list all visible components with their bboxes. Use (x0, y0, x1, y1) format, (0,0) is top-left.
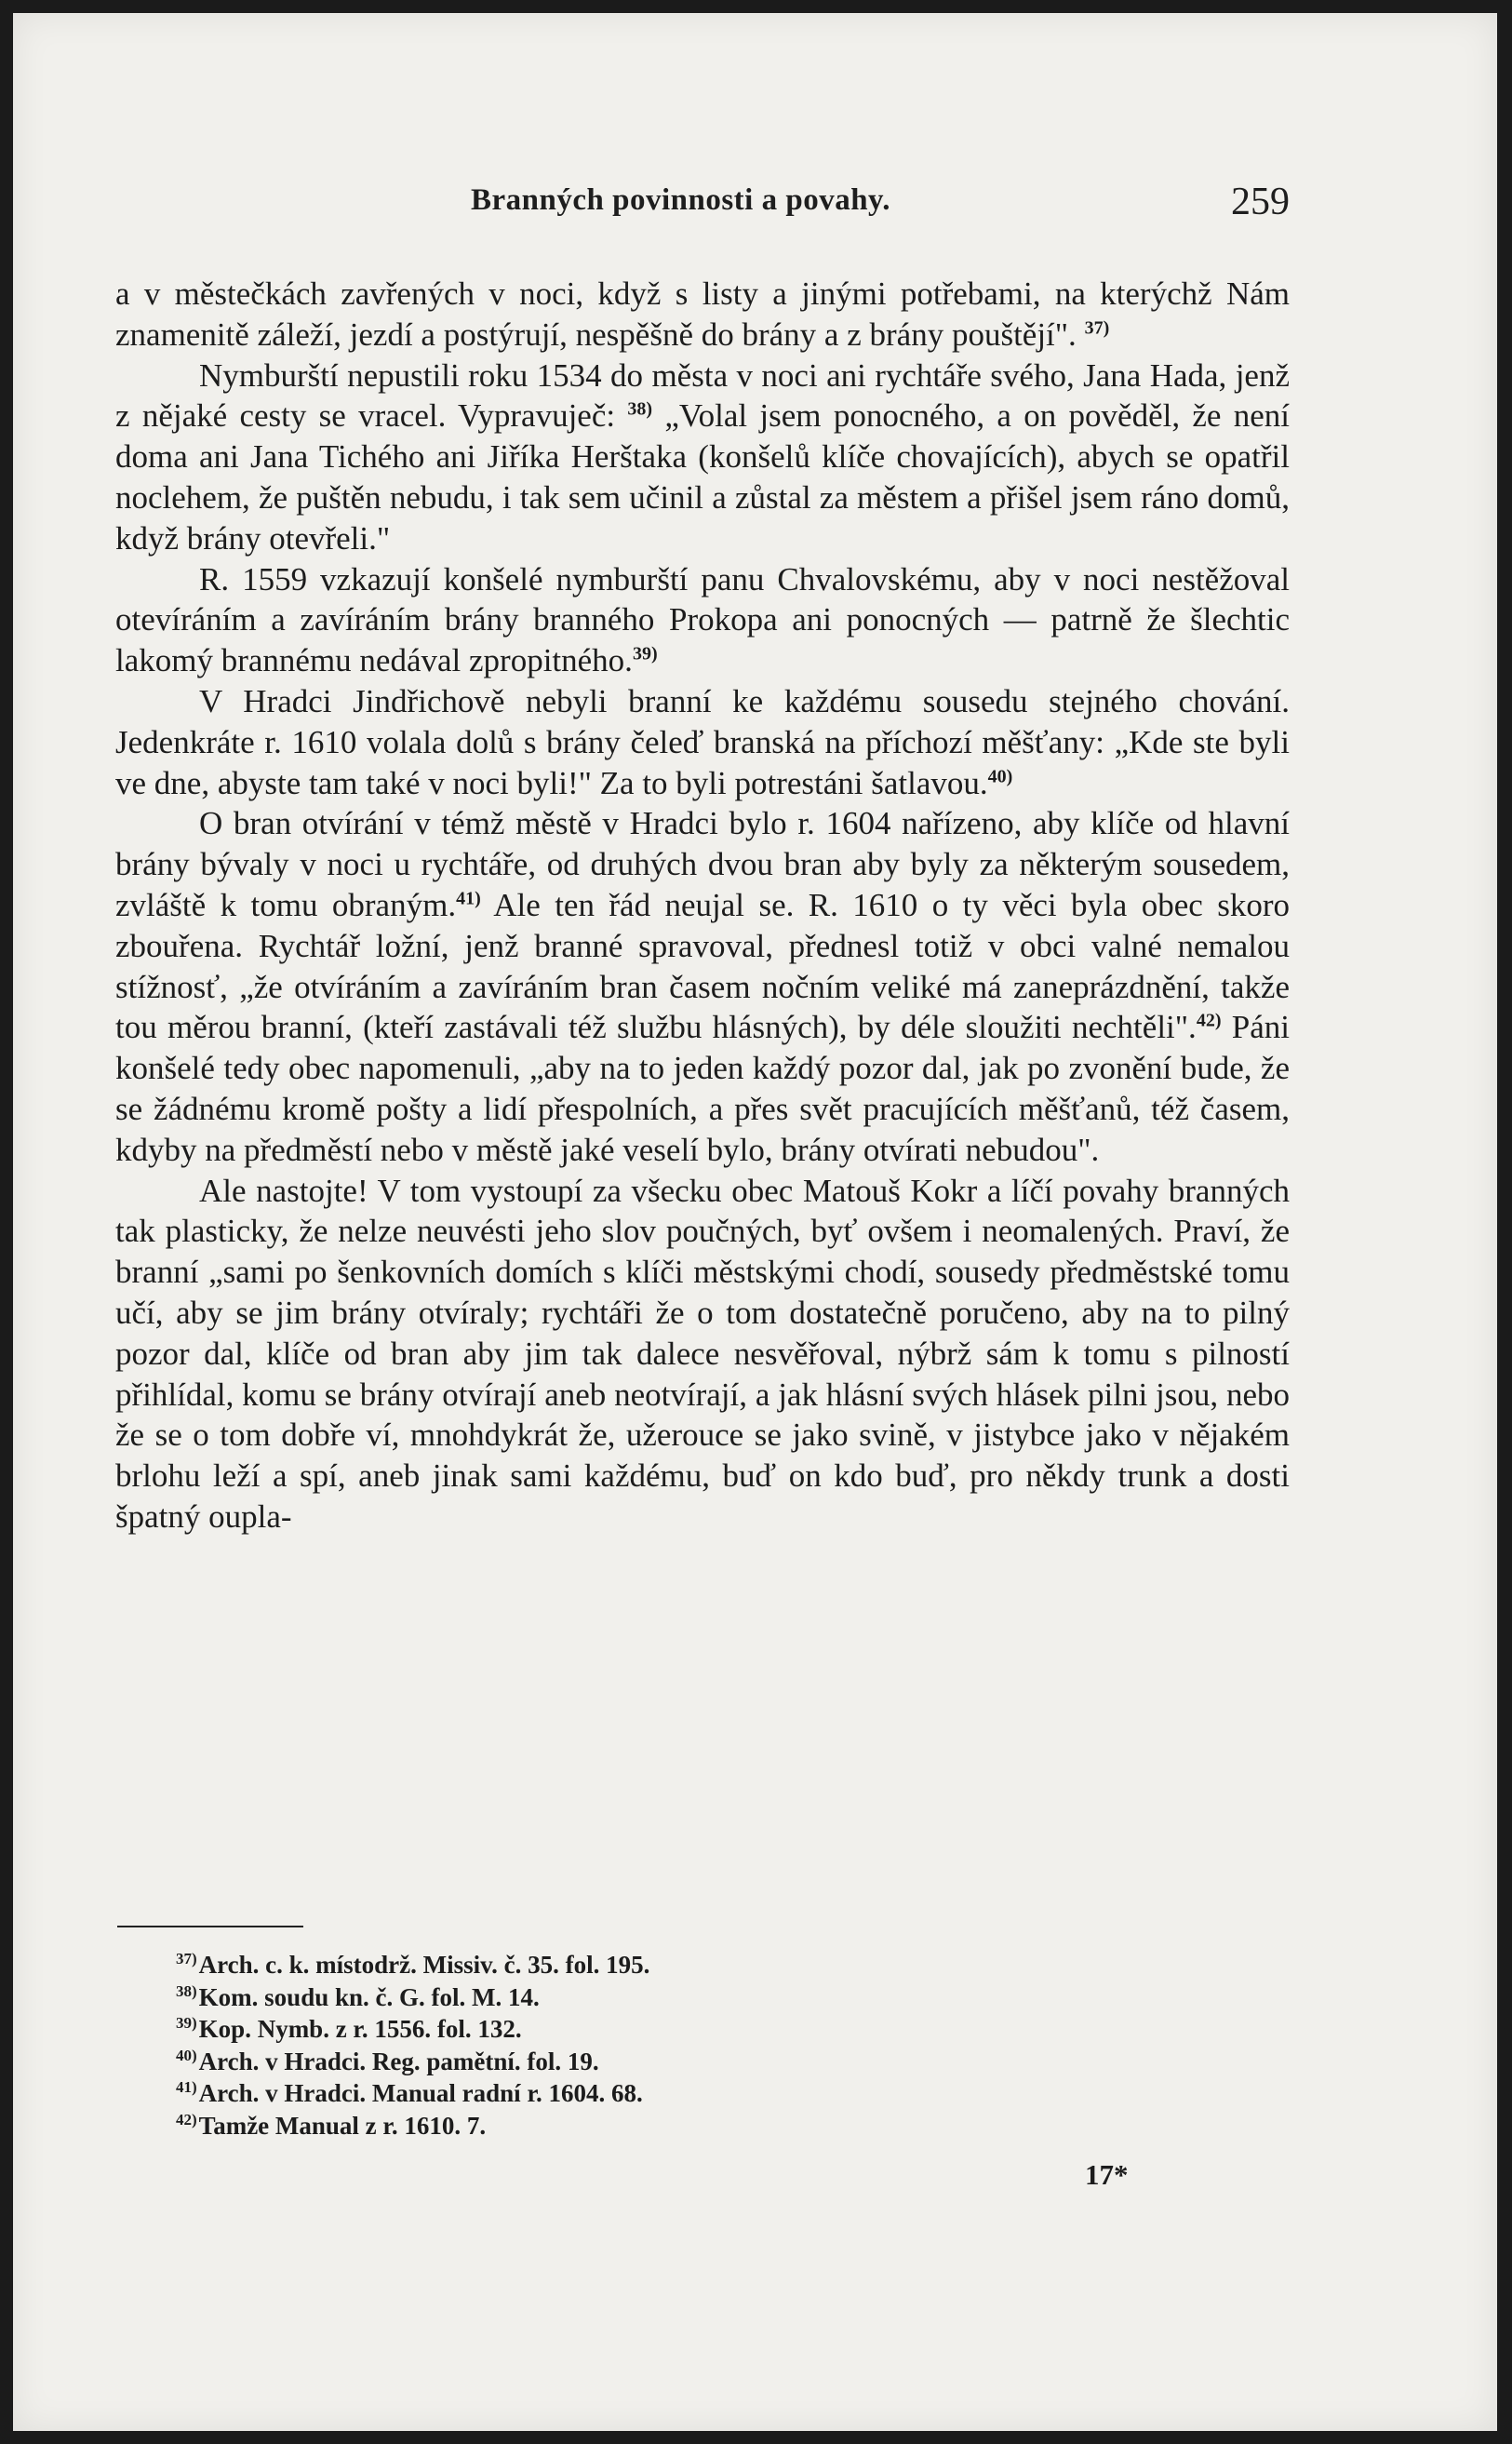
footnote-41: $^{41)}$Arch. v Hradci. Manual radní r. 1604. 68. (176, 2078, 643, 2107)
footnote-ref-42: 42) (1196, 1010, 1222, 1031)
footnote-ref-38: 38) (627, 398, 653, 420)
running-head: Branných povinnosti a povahy. (471, 183, 890, 217)
body-text (115, 274, 1290, 1538)
footnote-ref-37: 37) (1084, 317, 1110, 339)
footnote-ref-41: 41) (456, 888, 481, 909)
paragraph-5: O bran otvírání v témž městě v Hradci bylo r. 1604 nařízeno, aby klíče od hlavní brány bývaly v noci u rychtáře, od druhých dvou bran aby byly za některým sousedem, zvláště k tomu obraným.$^{41)}$ Ale ten řád neujal se. R. 1610 o ty věci byla obec skoro zbouřena. Rychtář ložní, jenž branné spravoval, přednesl totiž v obci valné nemalou stížnosť, „že otvíráním a zavíráním bran časem nočním veliké má zaneprázdnění, takže tou měrou branní, (kteří zastávali též službu hlásných), by déle sloužiti nechtěli".$^{42)}$ Páni konšelé tedy obec napomenuli, „aby na to jeden každý pozor dal, jak po zvonění bude, že se žádnému kromě pošty a lidí přespolních, a přes svět pracujících měšťanů, též časem, kdyby na předměstí nebo v městě jaké veselí bylo, brány otvírati nebudou". (115, 805, 1291, 1168)
paragraph-4: V Hradci Jindřichově nebyli branní ke každému sousedu stejného chování. Jedenkráte r. 1610 volala dolů s brány čeleď branská na příchozí měšťany: „Kde ste byli ve dne, abyste tam také v noci byli!" Za to byli potrestáni šatlavou.$^{40)}$ (115, 682, 1290, 801)
paragraph-2: Nymburští nepustili roku 1534 do města v noci ani rychtáře svého, Jana Hada, jenž z nějaké cesty se vracel. Vypravuječ: $^{38)}$ „Volal jsem ponocného, a on pověděl, že není doma ani Jana Tichého ani Jiříka Herštaka (konšelů klíče chovajících), abych se opatřil noclehem, že puštěn nebudu, i tak sem učinil a zůstal za městem a přišel jsem ráno domů, když brány otevřeli." (115, 356, 1291, 557)
footnote-42: $^{42)}$Tamže Manual z r. 1610. 7. (176, 2110, 487, 2140)
footnote-40: $^{40)}$Arch. v Hradci. Reg. pamětní. fol. 19. (176, 2046, 599, 2075)
paragraph-3: R. 1559 vzkazují konšelé nymburští panu Chvalovskému, aby v noci nestěžoval otevíráním a zavíráním brány branného Prokopa ani ponocných — patrně že šlechtic lakomý brannému nedával zpropitného.$^{39)}$ (115, 560, 1290, 679)
page-number: 259 (1231, 181, 1290, 223)
paragraph-6: Ale nastojte! V tom vystoupí za všecku obec Matouš Kokr a líčí povahy branných tak plasticky, že nelze neuvésti jeho slov poučných, byť ovšem i neomalených. Praví, že branní „sami po šenkovních domích s klíči městskými chodí, sousedy předměstské tomu učí, aby se jim brány otvíraly; rychtáři že o tom dostatečně poručeno, aby na to pilný pozor dal, klíče od bran aby jim tak dalece nesvěřoval, nýbrž sám k tomu s pilností přihlídal, komu se brány otvírají aneb neotvírají, a jak hlásní svých hlásek pilni jsou, nebo že se o tom dobře ví, mnohdykrát že, užerouce se jako svině, v jistybce jako v nějakém brlohu leží a spí, aneb jinak sami každému, buď on kdo buď, pro někdy trunk a dosti špatný oupla- (115, 1172, 1290, 1535)
footnote-ref-40: 40) (987, 765, 1013, 786)
footnote-divider (117, 1926, 303, 1927)
footnote-39: $^{39)}$Kop. Nymb. z r. 1556. fol. 132. (176, 2014, 522, 2043)
footnote-ref-39: 39) (632, 643, 658, 665)
book-page (13, 13, 1497, 2431)
paragraph-1: a v městečkách zavřených v noci, když s listy a jinými potřebami, na kterýchž Nám znamenitě záleží, jezdí a postýrují, nespěšně do brány a z brány pouštějí". $^{37)}$ (115, 275, 1290, 353)
page-header (117, 183, 1290, 230)
footnote-37: $^{37)}$Arch. c. k. místodrž. Missiv. č. 35. fol. 195. (176, 1950, 650, 1979)
footnotes (176, 1949, 1013, 2142)
signature-mark: 17* (1085, 2158, 1129, 2191)
footnote-38: $^{38)}$Kom. soudu kn. č. G. fol. M. 14. (176, 1981, 540, 2011)
